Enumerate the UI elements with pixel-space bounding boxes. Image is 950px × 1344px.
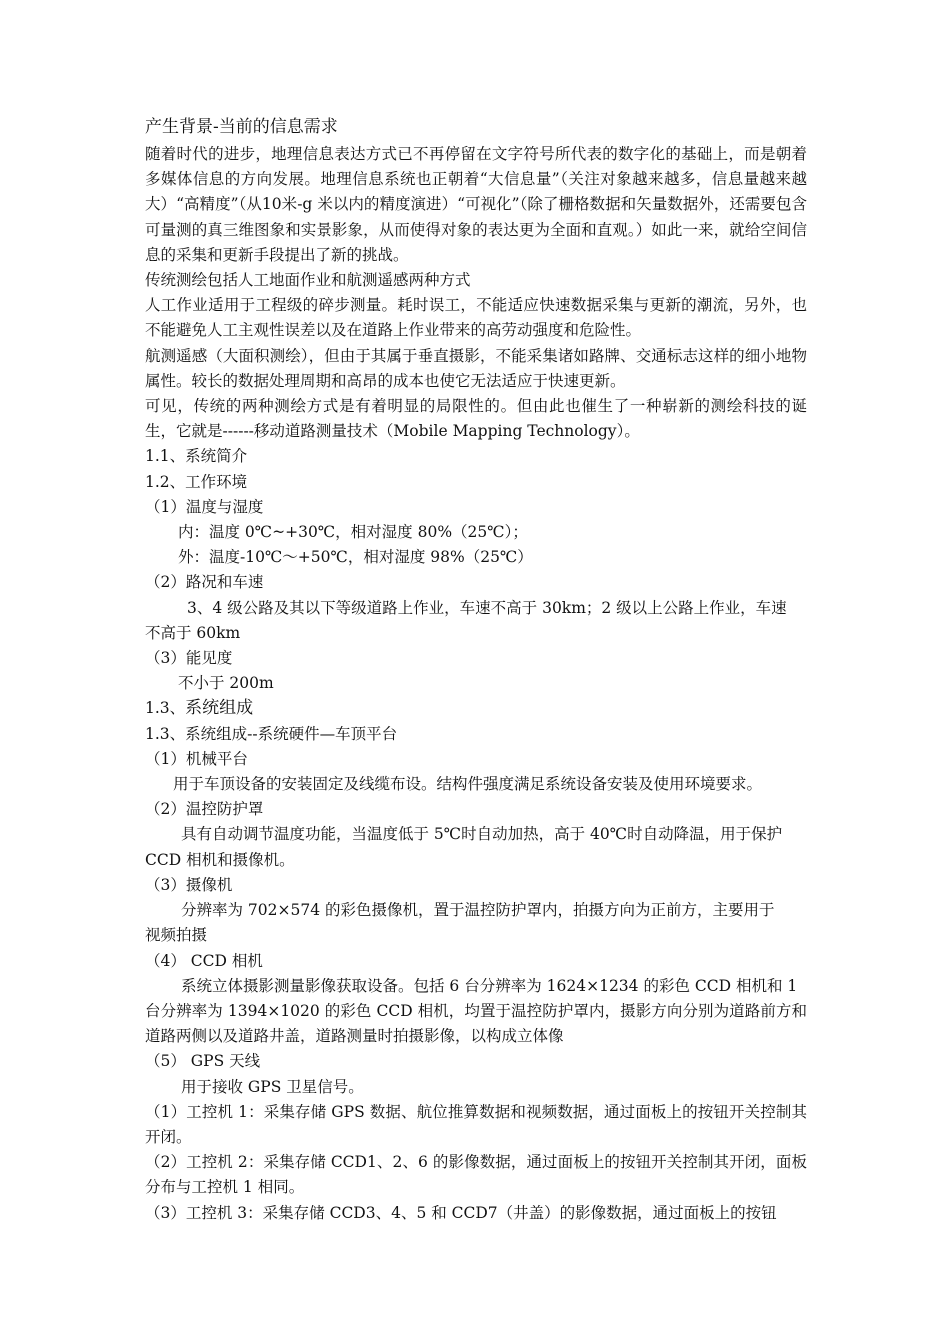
gps-heading: （5） GPS 天线 [145,1052,261,1071]
intro-paragraph: 随着时代的进步，地理信息表达方式已不再停留在文字符号所代表的数字化的基础上，而是朝着多媒体信息的方向发展。地理信息系统也正朝着“大信息量”（关注对象越来越多，信息量越来越大）“高精度”（从10米-g 米以内的精度演进）“可视化”（除了栅格数据和矢量数据外，还需要包含可量测的真三维图象和实景影象，从而使得对象的表达更为全面和直观。）如此一来，就给空间信息的采集和更新手段提出了新的挑战。 [145,145,807,264]
doc-title: 产生背景-当前的信息需求 [145,117,338,137]
shield-paragraph-first: 具有自动调节温度功能，当温度低于 5℃时自动加热，高于 40℃时自动降温，用于保护 [181,825,783,844]
mechanical-paragraph: 用于车顶设备的安装固定及线缆布设。结构件强度满足系统设备安装及使用环境要求。 [173,775,763,794]
traditional-heading: 传统测绘包括人工地面作业和航测遥感两种方式 [145,271,471,290]
shield-paragraph-rest: CCD 相机和摄像机。 [145,850,295,869]
temperature-outer: 外：温度-10℃～+50℃，相对湿度 98%（25℃） [178,548,533,567]
temperature-inner: 内：温度 0℃~+30℃，相对湿度 80%（25℃）； [178,523,528,542]
section-1-3-title: 系统组成 [185,698,254,719]
camera-paragraph-rest: 视频拍摄 [145,926,208,945]
ipc-1: （1）工控机 1：采集存储 GPS 数据、航位推算数据和视频数据，通过面板上的按钮开关控制其开闭。 [145,1102,807,1146]
visibility-value: 不小于 200m [178,674,274,693]
mechanical-heading: （1）机械平台 [145,749,248,768]
ccd-heading: （4） CCD 相机 [145,951,263,970]
road-paragraph-first: 3、4 级公路及其以下等级道路上作业，车速不高于 30km；2 级以上公路上作业，车速 [187,598,787,617]
section-1-2: 1.2、工作环境 [145,472,248,491]
ccd-paragraph-rest: 台分辨率为 1394×1020 的彩色 CCD 相机，均置于温控防护罩内，摄影方向分别为道路前方和道路两侧以及道路井盖，道路测量时拍摄影像，以构成立体像 [145,1001,807,1046]
manual-work-paragraph: 人工作业适用于工程级的碎步测量。耗时误工，不能适应快速数据采集与更新的潮流，另外，也不能避免人工主观性误差以及在道路上作业带来的高劳动强度和危险性。 [145,296,807,340]
ipc-2: （2）工控机 2：采集存储 CCD1、2、6 的影像数据，通过面板上的按钮开关控制其开闭，面板分布与工控机 1 相同。 [145,1153,807,1197]
ipc-3: （3）工控机 3：采集存储 CCD3、4、5 和 CCD7（井盖）的影像数据，通过面板上的按钮 [145,1203,777,1222]
road-paragraph-rest: 不高于 60km [145,623,241,642]
section-1-1: 1.1、系统简介 [145,447,248,466]
section-1-3-number: 1.3、 [145,699,186,718]
camera-paragraph-first: 分辨率为 702×574 的彩色摄像机，置于温控防护罩内，拍摄方向为正前方，主要用于 [181,901,775,920]
visibility-heading: （3）能见度 [145,649,233,668]
section-1-3 [145,696,807,721]
camera-heading: （3）摄像机 [145,875,233,894]
temperature-heading: （1）温度与湿度 [145,497,264,516]
aerial-survey-paragraph: 航测遥感（大面积测绘），但由于其属于垂直摄影，不能采集诸如路牌、交通标志这样的细小地物属性。较长的数据处理周期和高昂的成本也使它无法适应于快速更新。 [145,346,807,390]
document-body [145,112,807,1226]
road-heading: （2）路况和车速 [145,573,264,592]
section-1-3-hardware: 1.3、系统组成--系统硬件—车顶平台 [145,724,398,743]
shield-heading: （2）温控防护罩 [145,800,264,819]
gps-paragraph: 用于接收 GPS 卫星信号。 [181,1077,364,1096]
conclusion-paragraph: 可见，传统的两种测绘方式是有着明显的局限性的。但由此也催生了一种崭新的测绘科技的诞生，它就是------移动道路测量技术（Mobile Mapping Technology）。 [145,397,807,441]
ccd-paragraph-first: 系统立体摄影测量影像获取设备。包括 6 台分辨率为 1624×1234 的彩色 CCD 相机和 1 [181,976,798,995]
